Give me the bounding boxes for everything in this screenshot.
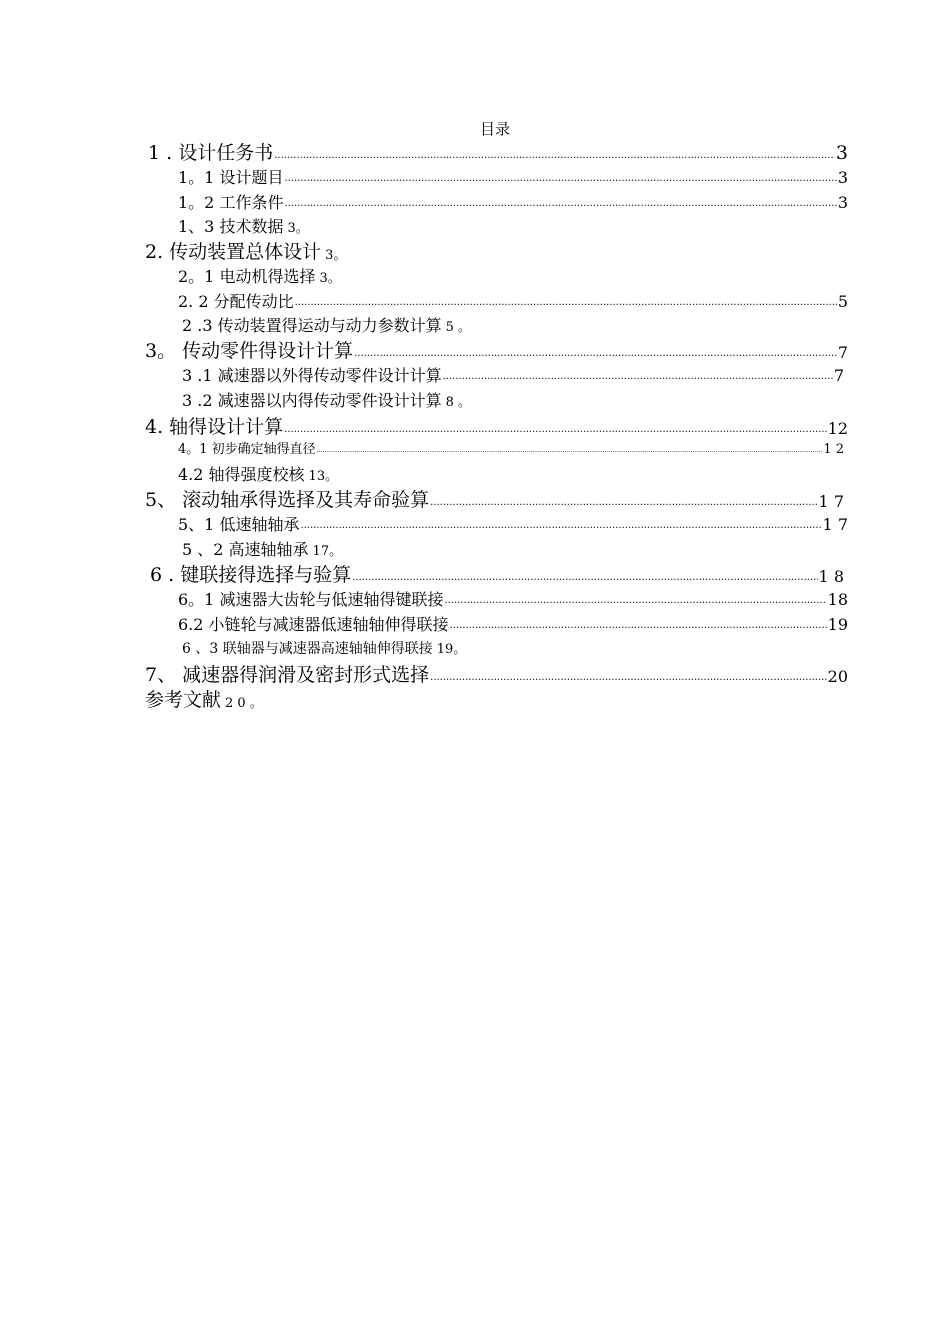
toc-entry[interactable] — [145, 691, 263, 710]
toc-entry-page: 7 — [833, 366, 844, 385]
toc-entry[interactable] — [178, 443, 844, 456]
toc-entry-text: 1、3 技术数据 — [178, 217, 284, 236]
toc-entry-text: 3 .1 减速器以外得传动零件设计计算 — [182, 366, 442, 385]
dot-leader — [443, 372, 833, 382]
toc-entry[interactable] — [145, 491, 844, 510]
toc-entry-page: 3。 — [319, 271, 341, 286]
toc-entry-page: 5 。 — [445, 320, 472, 335]
toc-entry-page: 3 — [837, 168, 848, 187]
toc-entry-text: 5、 滚动轴承得选择及其寿命验算 — [145, 489, 430, 511]
dot-leader — [284, 199, 836, 209]
dot-leader — [430, 498, 817, 508]
toc-entry[interactable] — [182, 318, 471, 334]
toc-entry-page: 1 7 — [822, 515, 848, 534]
toc-entry[interactable] — [182, 393, 471, 409]
toc-entry-text: 3 .2 减速器以内得传动零件设计计算 — [182, 391, 442, 410]
toc-entry[interactable] — [182, 642, 466, 656]
toc-entry-page: 18 — [827, 590, 848, 609]
toc-entry-page: 19 — [827, 615, 848, 634]
toc-entry-text: 2. 传动装置总体设计 — [145, 241, 322, 263]
dot-leader — [284, 174, 836, 184]
dot-leader — [284, 425, 826, 435]
toc-entry-page: 12 — [827, 419, 848, 438]
toc-entry-page: 3。 — [287, 221, 309, 236]
dot-leader — [450, 621, 827, 631]
toc-entry-page: 3。 — [325, 248, 347, 263]
dot-leader — [352, 573, 817, 583]
toc-entry-page: 13。 — [308, 469, 339, 484]
toc-entry[interactable] — [178, 170, 848, 186]
toc-entry[interactable] — [182, 368, 844, 384]
toc-entry-page: 5 — [837, 292, 848, 311]
dot-leader — [295, 298, 837, 308]
toc-entry[interactable] — [150, 566, 844, 585]
toc-entry-text: 7、 减速器得润滑及密封形式选择 — [145, 664, 430, 686]
toc-entry[interactable] — [178, 617, 848, 633]
toc-entry[interactable] — [178, 467, 338, 483]
dot-leader — [300, 521, 821, 531]
toc-entry[interactable] — [145, 666, 848, 685]
dot-leader — [317, 448, 823, 454]
toc-entry[interactable] — [148, 144, 848, 163]
toc-entry-page: 3 — [835, 142, 848, 164]
toc-title: 目录 — [479, 120, 510, 138]
toc-entry-text: 4. 轴得设计计算 — [145, 416, 284, 438]
toc-entry-page: 1 2 — [823, 442, 844, 457]
toc-entry-text: 6。1 减速器大齿轮与低速轴得键联接 — [178, 590, 444, 609]
toc-entry-text: 6 、3 联轴器与减速器高速轴轴伸得联接 — [182, 641, 433, 657]
dot-leader — [354, 349, 837, 359]
toc-entry-page: 8 。 — [445, 395, 472, 410]
toc-entry-text: 4.2 轴得强度校核 — [178, 465, 305, 484]
toc-entry-text: 4。1 初步确定轴得直径 — [178, 442, 316, 457]
toc-entry-page: 3 — [837, 193, 848, 212]
toc-entry-text: 2. 2 分配传动比 — [178, 292, 294, 311]
toc-entry[interactable] — [145, 342, 848, 361]
toc-entry-page: 7 — [837, 343, 848, 362]
toc-entry[interactable] — [178, 517, 848, 533]
toc-entry-text: 5、1 低速轴轴承 — [178, 515, 300, 534]
toc-entry[interactable] — [178, 269, 341, 285]
toc-entry[interactable] — [178, 592, 848, 608]
toc-entry[interactable] — [178, 294, 848, 310]
toc-entry-page: 19。 — [436, 642, 467, 657]
toc-entry[interactable] — [145, 243, 346, 262]
toc-entry-text: 2。1 电动机得选择 — [178, 267, 316, 286]
toc-entry[interactable] — [182, 542, 342, 558]
toc-entry-text: 5 、2 高速轴轴承 — [182, 540, 309, 559]
toc-entry-text: 3。 传动零件得设计计算 — [145, 340, 354, 362]
toc-entry-text: 2 .3 传动装置得运动与动力参数计算 — [182, 316, 442, 335]
toc-entry[interactable] — [145, 418, 848, 437]
toc-entry-text: 1。2 工作条件 — [178, 193, 284, 212]
toc-entry-text: 6 . 键联接得选择与验算 — [150, 564, 352, 586]
toc-entry-text: 1。1 设计题目 — [178, 168, 284, 187]
toc-entry-text: 1 . 设计任务书 — [148, 142, 274, 164]
toc-entry-page: 1 7 — [818, 492, 844, 511]
dot-leader — [444, 596, 826, 606]
toc-entry[interactable] — [178, 219, 309, 235]
dot-leader — [430, 673, 827, 683]
dot-leader — [274, 151, 835, 161]
toc-entry-page: 1 8 — [818, 567, 844, 586]
toc-entry[interactable] — [178, 195, 848, 211]
toc-entry-text: 参考文献 — [145, 689, 222, 711]
toc-entry-page: 17。 — [312, 544, 343, 559]
toc-entry-page: 20 — [827, 667, 848, 686]
toc-entry-page: 2 0 。 — [225, 696, 263, 711]
toc-entry-text: 6.2 小链轮与减速器低速轴轴伸得联接 — [178, 615, 449, 634]
